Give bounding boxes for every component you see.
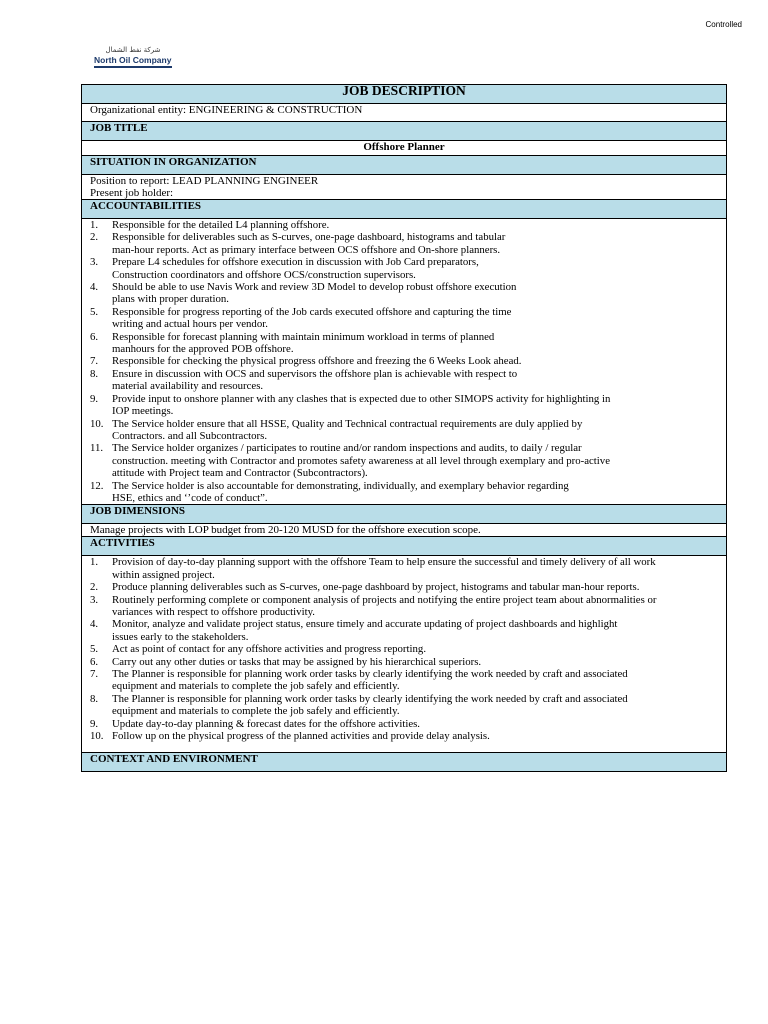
list-item-text: Routinely performing complete or component analysis of projects and notifying the entire project team about abnormalities or variances with respect to offshore productivity.	[112, 593, 657, 618]
position-to-report: Position to report: LEAD PLANNING ENGINEER	[90, 175, 319, 187]
list-item-number: 10.	[90, 417, 104, 430]
list-item-number: 1.	[90, 219, 99, 231]
list-item-text: The Service holder ensure that all HSSE, Quality and Technical contractual requirements are duly applied by Contractors. and all Subcontractors.	[112, 417, 583, 442]
job-dimensions-header: JOB DIMENSIONS	[82, 505, 727, 524]
list-item	[90, 594, 718, 619]
list-item-text: Update day-to-day planning & forecast dates for the offshore activities.	[112, 717, 421, 730]
list-item-number: 6.	[90, 330, 99, 343]
list-item	[90, 581, 718, 593]
accountabilities-cell	[82, 219, 727, 505]
list-item-text: Monitor, analyze and validate project status, ensure timely and accurate updating of project dashboards and highlight issues early to the stakeholders.	[112, 618, 618, 643]
list-item-number: 8.	[90, 367, 99, 380]
present-job-holder: Present job holder:	[90, 187, 174, 199]
org-entity: Organizational entity: ENGINEERING & CONSTRUCTION	[82, 104, 727, 122]
list-item-text: Ensure in discussion with OCS and supervisors the offshore plan is achievable with respect to material availability and resources.	[112, 367, 518, 393]
list-item-text: Follow up on the physical progress of the planned activities and provide delay analysis.	[112, 730, 490, 743]
list-item-text: Provide input to onshore planner with any clashes that is expected due to other SIMOPS activity for highlighting in IOP meetings.	[112, 392, 611, 418]
list-item	[90, 256, 718, 281]
list-item-number: 11.	[90, 442, 104, 455]
list-item-number: 4.	[90, 618, 99, 631]
list-item-number: 9.	[90, 717, 99, 730]
controlled-label: Controlled	[705, 20, 742, 29]
situation-header: SITUATION IN ORGANIZATION	[82, 156, 727, 175]
list-item-number: 12.	[90, 479, 104, 492]
list-item-number: 10.	[90, 730, 104, 743]
accountabilities-header: ACCOUNTABILITIES	[82, 200, 727, 219]
list-item-number: 3.	[90, 593, 99, 606]
list-item	[90, 693, 718, 718]
list-item-text: Responsible for deliverables such as S-curves, one-page dashboard, histograms and tabular man-hour reports. Act as primary interface between OCS offshore and On-shore planners.	[112, 231, 506, 256]
list-item-text: Responsible for forecast planning with maintain minimum workload in terms of planned manhours for the approved POB offshore.	[112, 330, 495, 356]
list-item-text: The Planner is responsible for planning work order tasks by clearly identifying the work needed by craft and associated equipment and materials to complete the job safely and efficiently.	[112, 692, 628, 718]
list-item	[90, 281, 718, 306]
list-item-text: The Service holder is also accountable for demonstrating, individually, and exemplary behavior regarding HSE, ethics and ‘’code of conduct”.	[112, 479, 569, 504]
logo-underline	[94, 66, 172, 68]
list-item	[90, 718, 718, 730]
job-title-value: Offshore Planner	[82, 141, 727, 156]
activities-header: ACTIVITIES	[82, 537, 727, 556]
list-item-number: 5.	[90, 305, 99, 318]
list-item-number: 4.	[90, 281, 99, 294]
job-description-table	[81, 84, 727, 772]
list-item	[90, 231, 718, 256]
situation-cell	[82, 175, 727, 200]
list-item	[90, 643, 718, 655]
job-title-header: JOB TITLE	[82, 122, 727, 141]
list-item	[90, 306, 718, 331]
list-item	[90, 219, 718, 231]
list-item-text: The Service holder organizes / participates to routine and/or random inspections and audits, to daily / regular construction. meeting with Contractor and promotes safety awareness at all level through exemplary and pro-active attitude with Project team and Contractor (Subcontractors).	[112, 442, 610, 480]
list-item	[90, 480, 718, 505]
list-item-number: 6.	[90, 655, 99, 668]
list-item-number: 9.	[90, 392, 99, 405]
list-item	[90, 331, 718, 356]
logo-arabic-text: شركة نفط الشمال	[105, 46, 161, 54]
activities-cell	[82, 556, 727, 753]
accountabilities-list	[90, 219, 718, 504]
list-item-text: Responsible for checking the physical progress offshore and freezing the 6 Weeks Look ahead.	[112, 355, 522, 368]
list-item	[90, 368, 718, 393]
list-item-number: 2.	[90, 581, 99, 594]
doc-title: JOB DESCRIPTION	[82, 85, 727, 104]
list-item-text: Produce planning deliverables such as S-curves, one-page dashboard by project, histograms and tabular man-hour reports.	[112, 581, 640, 594]
list-item-text: Carry out any other duties or tasks that may be assigned by his hierarchical superiors.	[112, 655, 482, 668]
logo-english-text: North Oil Company	[94, 55, 172, 65]
list-item-number: 2.	[90, 231, 99, 244]
activities-list	[90, 556, 718, 742]
context-header: CONTEXT AND ENVIRONMENT	[82, 753, 727, 772]
list-item-text: Should be able to use Navis Work and review 3D Model to develop robust offshore execution plans with proper duration.	[112, 281, 517, 306]
list-item	[90, 442, 718, 479]
list-item-text: The Planner is responsible for planning work order tasks by clearly identifying the work needed by craft and associated equipment and materials to complete the job safely and efficiently.	[112, 668, 628, 693]
list-item-number: 7.	[90, 355, 99, 368]
list-item-number: 8.	[90, 692, 99, 705]
list-item-text: Prepare L4 schedules for offshore execution in discussion with Job Card preparators, Construction coordinators and offshore OCS/construction supervisors.	[112, 256, 479, 281]
job-dimensions-text: Manage projects with LOP budget from 20-120 MUSD for the offshore execution scope.	[82, 524, 727, 537]
list-item-text: Responsible for progress reporting of the Job cards executed offshore and capturing the time writing and actual hours per vendor.	[112, 305, 512, 331]
list-item	[90, 656, 718, 668]
list-item	[90, 618, 718, 643]
list-item	[90, 668, 718, 693]
list-item-number: 7.	[90, 668, 99, 680]
list-item-text: Act as point of contact for any offshore activities and progress reporting.	[112, 643, 427, 656]
list-item-text: Responsible for the detailed L4 planning offshore.	[112, 219, 330, 231]
company-logo	[94, 46, 172, 68]
list-item-text: Provision of day-to-day planning support with the offshore Team to help ensure the successful and timely delivery of all work within assigned project.	[112, 556, 656, 581]
list-item-number: 5.	[90, 643, 99, 656]
list-item	[90, 730, 718, 742]
list-item	[90, 418, 718, 443]
list-item-number: 3.	[90, 256, 99, 269]
list-item	[90, 393, 718, 418]
list-item-number: 1.	[90, 556, 99, 569]
list-item	[90, 355, 718, 367]
list-item	[90, 556, 718, 581]
